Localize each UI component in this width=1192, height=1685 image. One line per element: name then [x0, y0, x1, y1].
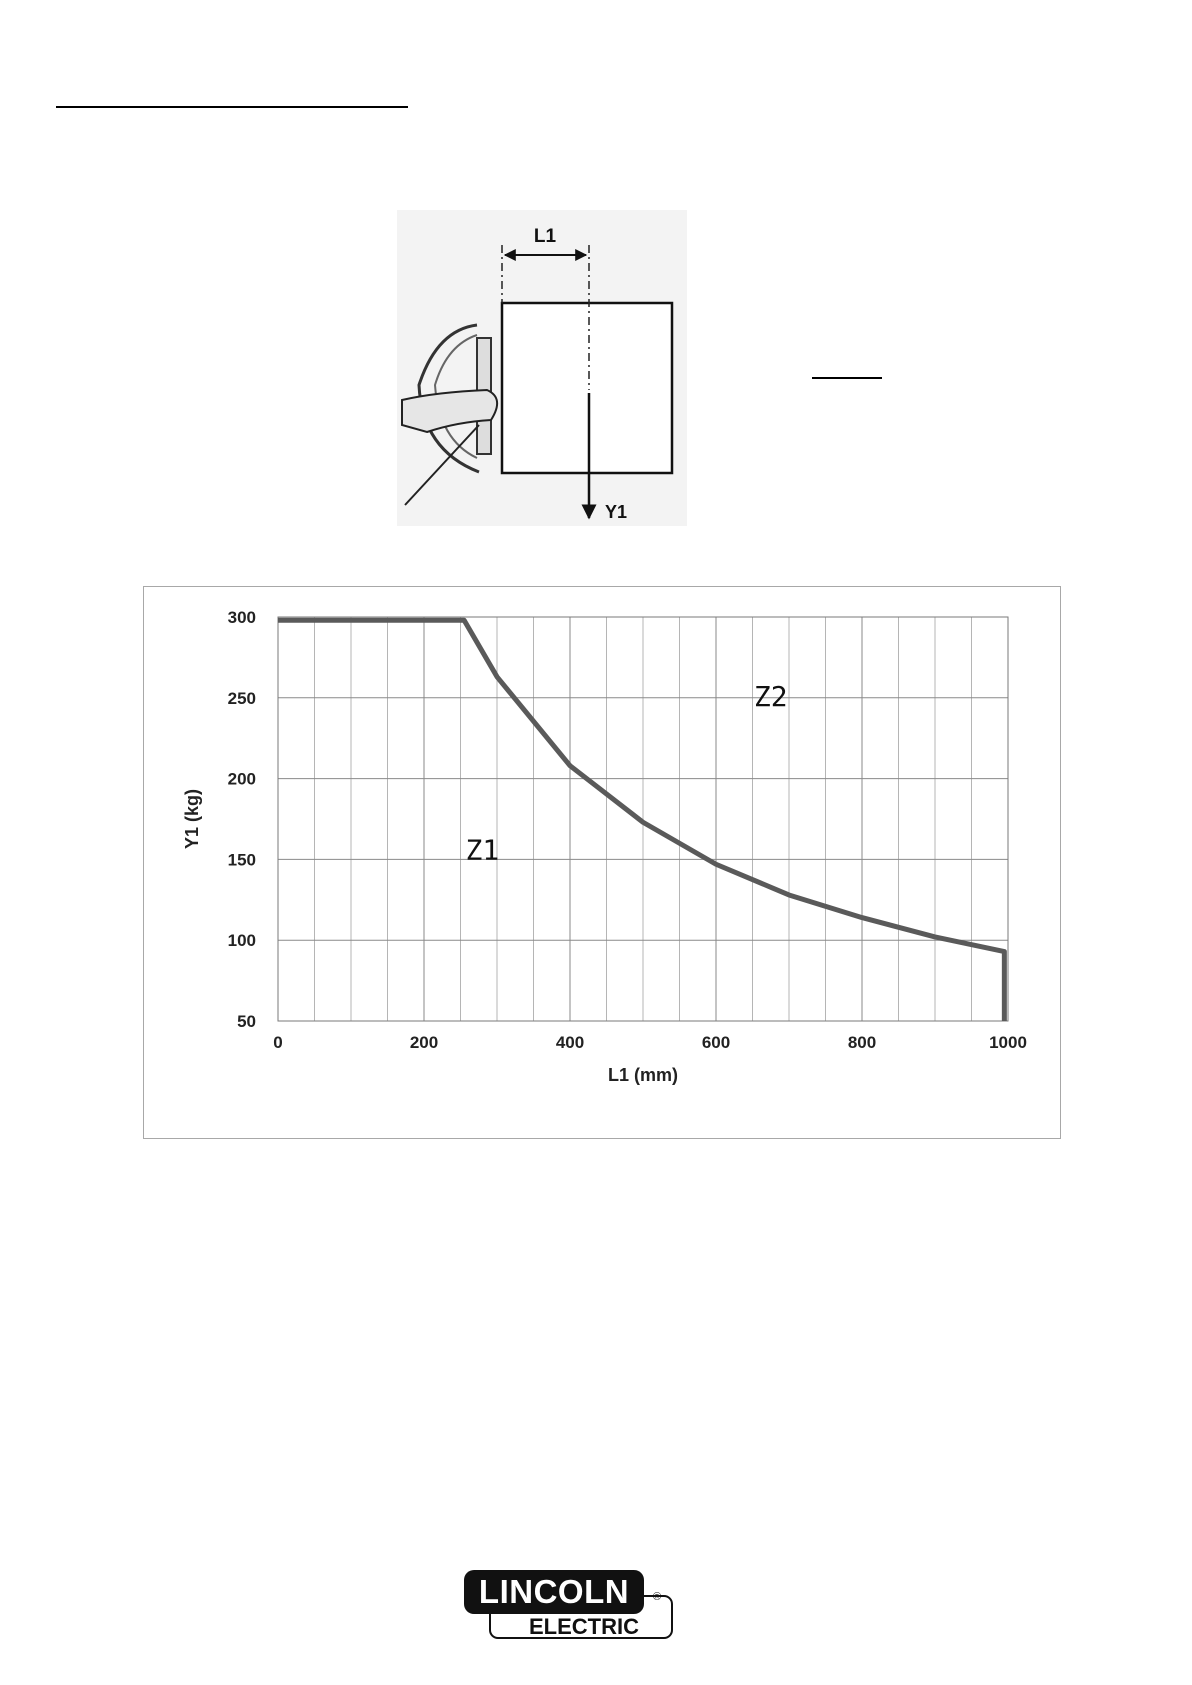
y-axis-label: Y1 (kg): [182, 788, 202, 850]
x-tick-label: 800: [847, 1033, 877, 1052]
zone-label: Z1: [465, 833, 500, 867]
y-tick-label: 300: [227, 608, 256, 627]
hand-line: [405, 425, 479, 505]
logo-word2: ELECTRIC: [529, 1614, 639, 1639]
load-label-y1: Y1: [605, 502, 628, 522]
dim-label-l1: L1: [533, 226, 557, 247]
x-tick-label: 0: [273, 1033, 283, 1052]
x-tick-label: 200: [409, 1033, 439, 1052]
y-tick-label: 50: [237, 1012, 256, 1031]
y-tick-label: 100: [227, 931, 256, 951]
x-tick-label: 1000: [989, 1033, 1027, 1052]
x-axis-label: L1 (mm): [607, 1065, 679, 1085]
load-diagram: [397, 210, 687, 526]
workpiece-box: [502, 303, 672, 473]
x-tick-label: 600: [701, 1033, 731, 1052]
logo-graphic: [462, 1568, 674, 1640]
lincoln-electric-logo: [462, 1568, 674, 1640]
y-tick-label: 250: [227, 688, 256, 708]
y-tick-label: 150: [227, 850, 256, 870]
logo-registered-mark: ®: [652, 1591, 662, 1603]
x-tick-label: 400: [555, 1033, 585, 1052]
y-tick-label: 200: [227, 769, 256, 789]
load-chart: [143, 586, 1061, 1139]
zone-label: Z2: [753, 679, 788, 713]
logo-word1: LINCOLN: [478, 1573, 630, 1610]
header-rule: [56, 106, 408, 108]
side-rule: [812, 377, 882, 379]
series-line: [278, 620, 1004, 1021]
diagram-drawing: [397, 210, 687, 526]
chart-canvas: [144, 587, 1062, 1140]
